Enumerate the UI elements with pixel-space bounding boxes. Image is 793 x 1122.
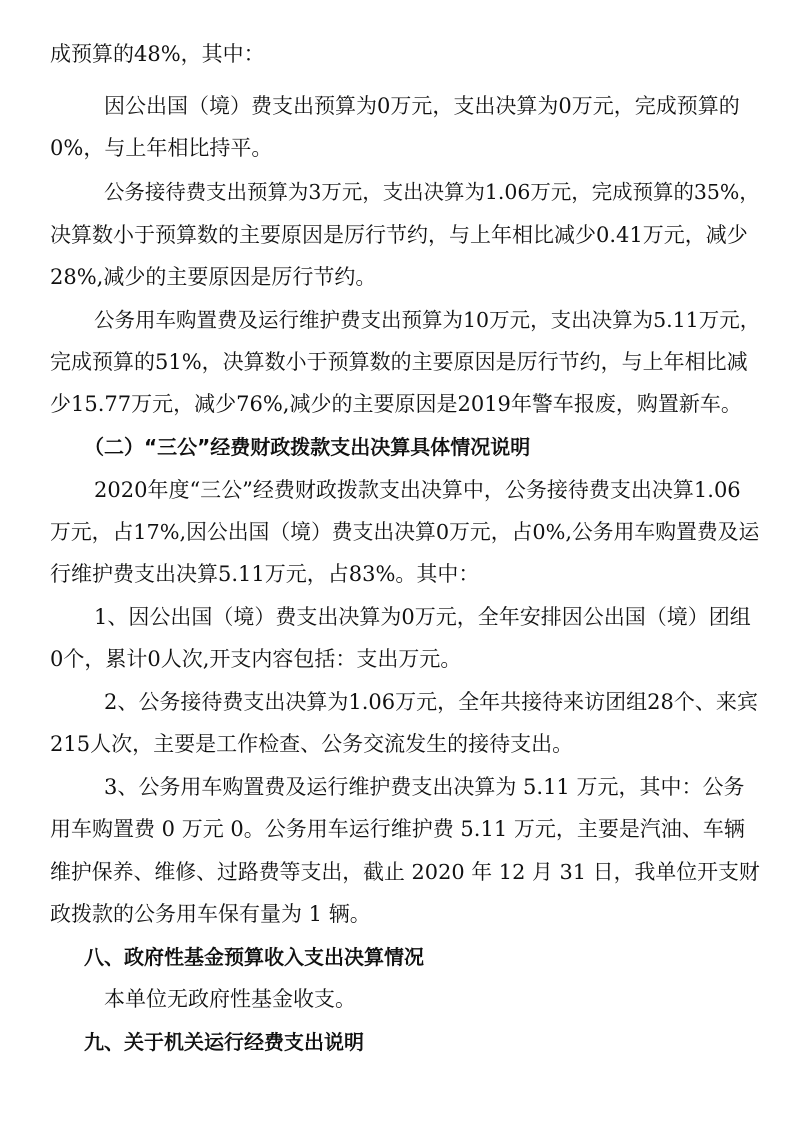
paragraph-line: 2020年度“三公”经费财政拨款支出决算中，公务接待费支出决算1.06	[94, 478, 741, 502]
paragraph-line: 完成预算的51%，决算数小于预算数的主要原因是厉行节约，与上年相比减	[50, 350, 748, 374]
paragraph-line: 维护保养、维修、过路费等支出，截止 2020 年 12 月 31 日，我单位开支财	[50, 860, 760, 884]
paragraph-line: 3、公务用车购置费及运行维护费支出决算为 5.11 万元，其中：公务	[104, 775, 745, 799]
section-heading: （二）“三公”经费财政拨款支出决算具体情况说明	[84, 435, 531, 459]
section-heading: 八、政府性基金预算收入支出决算情况	[84, 945, 424, 969]
paragraph-line: 万元，占17%,因公出国（境）费支出决算0万元，占0%,公务用车购置费及运	[50, 520, 760, 544]
section-heading: 九、关于机关运行经费支出说明	[84, 1030, 364, 1054]
paragraph-line: 1、因公出国（境）费支出决算为0万元，全年安排因公出国（境）团组	[94, 605, 751, 629]
paragraph-line: 少15.77万元，减少76%,减少的主要原因是2019年警车报废，购置新车。	[50, 392, 742, 416]
paragraph-line: 本单位无政府性基金收支。	[104, 987, 356, 1011]
paragraph-line: 公务用车购置费及运行维护费支出预算为10万元，支出决算为5.11万元，	[94, 308, 761, 332]
paragraph-line: 决算数小于预算数的主要原因是厉行节约，与上年相比减少0.41万元，减少	[50, 223, 748, 247]
paragraph-line: 215人次，主要是工作检查、公务交流发生的接待支出。	[50, 732, 574, 756]
paragraph-line: 28%,减少的主要原因是厉行节约。	[50, 265, 377, 289]
paragraph-line: 因公出国（境）费支出预算为0万元，支出决算为0万元，完成预算的	[104, 94, 740, 118]
paragraph-line: 2、公务接待费支出决算为1.06万元，全年共接待来访团组28个、来宾	[104, 690, 758, 714]
paragraph-line: 政拨款的公务用车保有量为 1 辆。	[50, 902, 371, 926]
paragraph-line: 0%，与上年相比持平。	[50, 136, 273, 160]
paragraph-line: 成预算的48%，其中：	[50, 42, 265, 66]
paragraph-line: 0个，累计0人次,开支内容包括：支出万元。	[50, 647, 462, 671]
paragraph-line: 公务接待费支出预算为3万元，支出决算为1.06万元，完成预算的35%，	[104, 180, 760, 204]
paragraph-line: 用车购置费 0 万元 0。公务用车运行维护费 5.11 万元，主要是汽油、车辆	[50, 817, 745, 841]
paragraph-line: 行维护费支出决算5.11万元，占83%。其中：	[50, 562, 480, 586]
